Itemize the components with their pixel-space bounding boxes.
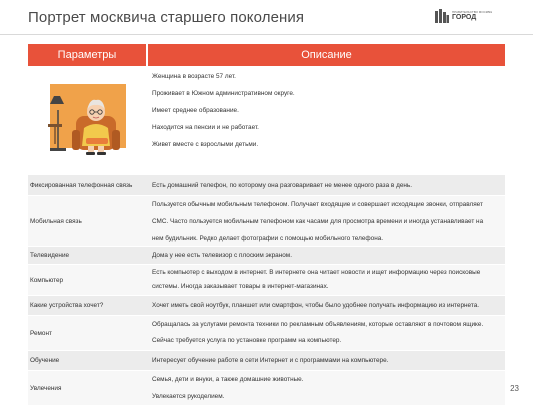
portrait-description [148,66,505,174]
portrait-line: Имеет среднее образование. [152,107,239,114]
logo-caption: ПРАВИТЕЛЬСТВО МОСКВЫ [452,10,493,14]
description-line: Есть домашний телефон, по которому она разговаривает не менее одного раза в день. [152,181,413,189]
page-number: 23 [510,384,519,393]
portrait-row [28,66,505,175]
table-row [28,247,505,265]
logo-emblem-icon [435,9,449,23]
logo-wordmark: ГОРОД [452,14,477,21]
table-row [28,196,505,247]
description-line: Есть компьютер с выходом в интернет. В интернете она читает новости и ищет информацию через поисковые [152,269,481,276]
description-line: Увлекается рукоделием. [152,393,225,400]
param-landline: Фиксированная телефонная связь [30,181,133,189]
description-line: СМС. Часто пользуется мобильным телефоном как часами для просмотра времени и иногда устанавливает на [152,217,484,225]
table-row [28,371,505,406]
table-row [28,265,505,296]
description-line: Пользуется обычным мобильным телефоном. Получает входящие и совершает исходящие звонки, отправляет [152,200,483,208]
table-header [28,44,505,66]
description-line: Интересует обучение работе в сети Интернет и с программами на компьютере. [152,357,389,364]
header-params: Параметры [28,44,146,66]
elderly-woman-illustration [32,80,142,160]
persona-table [28,44,505,406]
description-line: Семья, дети и внуки, а также домашние животные. [152,376,304,383]
description-cell [148,247,505,264]
param-repair: Ремонт [30,329,52,337]
portrait-line: Живет вместе с взрослыми детьми. [152,141,259,148]
param-mobile: Мобильная связь [30,217,82,225]
param-education: Обучение [30,357,60,364]
page-title: Портрет москвича старшего поколения [28,9,305,26]
city-logo [435,8,495,24]
description-line: Дома у нее есть телевизор с плоским экраном. [152,252,292,259]
description-line: Сейчас требуется услуга по установке программ на компьютер. [152,337,342,344]
table-row [28,316,505,351]
description-cell [148,296,505,315]
header-description: Описание [148,44,505,66]
portrait-line: Проживает в Южном административном округе. [152,90,295,97]
title-divider [0,34,533,35]
param-tv: Телевидение [30,252,70,259]
description-cell [148,265,505,295]
description-line: Обращалась за услугами ремонта техники по рекламным объявлениям, которые оставляют в почтовом ящике. [152,321,484,328]
param-hobbies: Увлечения [30,384,62,392]
description-cell [148,175,505,195]
portrait-line: Женщина в возрасте 57 лет. [152,73,236,80]
portrait-cell [28,66,146,174]
description-line: Хочет иметь свой ноутбук, планшет или смартфон, чтобы было удобнее получать информацию из интернета. [152,302,480,309]
table-row [28,351,505,371]
description-line: системы. Иногда заказывает товары в интернет-магазинах. [152,283,329,290]
description-cell [148,351,505,370]
param-devices: Какие устройства хочет? [30,302,104,309]
table-row [28,175,505,196]
description-cell [148,316,505,350]
param-computer: Компьютер [30,276,64,284]
table-row [28,296,505,316]
portrait-line: Находится на пенсии и не работает. [152,124,259,131]
description-line: нем будильник. Редко делает фотографии с помощью мобильного телефона. [152,234,384,242]
description-cell [148,196,505,246]
